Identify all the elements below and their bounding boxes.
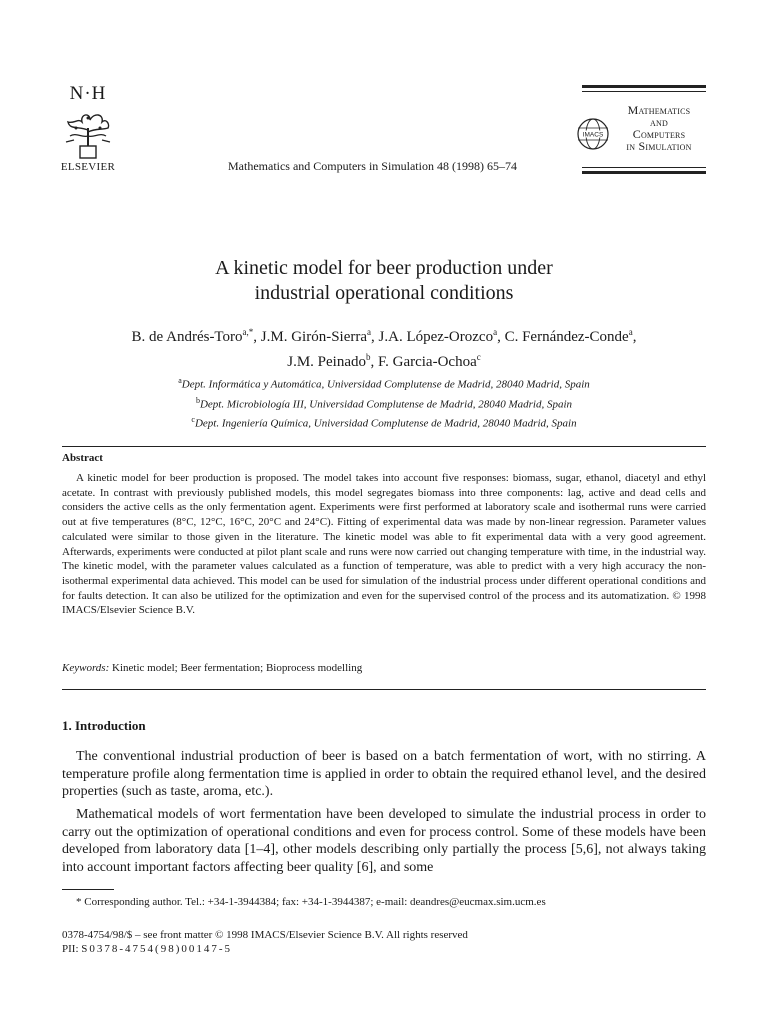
logo-rule: [582, 171, 706, 174]
footnote-text: Corresponding author. Tel.: +34-1-3944384; fax: +34-1-3944387; e-mail: deandres@eucmax.sim.ucm.es: [84, 896, 546, 908]
keywords: [62, 662, 362, 674]
affiliation-text: Dept. Ingeniería Química, Universidad Complutense de Madrid, 28040 Madrid, Spain: [194, 417, 577, 430]
affiliation-mark: a: [178, 376, 182, 385]
tree-emblem-icon: [60, 106, 116, 160]
affiliation: [0, 393, 768, 413]
keywords-text: Kinetic model; Beer fermentation; Bioprocess modelling: [112, 662, 363, 674]
journal-citation: Mathematics and Computers in Simulation 48 (1998) 65–74: [228, 159, 517, 173]
footnote-mark: *: [76, 896, 82, 908]
journal-logo-line: and: [650, 115, 668, 129]
abstract-heading: Abstract: [62, 452, 103, 464]
logo-rule: [582, 85, 706, 88]
paper-title: [0, 256, 768, 306]
author-name: J.A. López-Orozco: [378, 329, 494, 345]
author-name: B. de Andrés-Toro: [131, 329, 243, 345]
author-affiliation-mark: a: [628, 327, 633, 337]
pii-line: [62, 943, 232, 955]
author-name: J.M. Peinado: [287, 354, 366, 370]
title-line: industrial operational conditions: [254, 282, 514, 304]
author-name: F. Garcia-Ochoa: [377, 354, 477, 370]
author-line: B. de Andrés-Toro$^{a,*}$, J.M. Girón-Sierra$^a$, J.A. López-Orozco$^a$, C. Fernández-Conde$^a$,: [131, 327, 637, 345]
body-paragraph: Mathematical models of wort fermentation have been developed to simulate the industrial process in order to carry out the optimization of operational conditions and even for process control. Some of these models have been developed from laboratory data [1–4], other models describing only partially the process [5,6], not always taking into account important factors affecting beer quality [6], and some: [62, 807, 706, 875]
footnote: [62, 896, 546, 908]
author-name: C. Fernández-Conde: [504, 329, 629, 345]
imacs-text: IMACS: [582, 131, 604, 139]
journal-logo-line: Computers: [632, 127, 686, 141]
affiliation-mark: b: [195, 395, 200, 405]
affiliation-mark: c: [191, 415, 195, 425]
affiliation-text: Dept. Informática y Automática, Universidad Complutense de Madrid, 28040 Madrid, Spain: [181, 378, 590, 391]
abstract-body: A kinetic model for beer production is proposed. The model takes into account five responses: biomass, sugar, ethanol, diacetyl and ethyl acetate. In contrast with previously published models, this model segregates biomass into three components: lag, active and dead cells and considers the active cells as the only fermentation agent. Experiments were first performed at laboratory scale and isothermal runs were carried out at five temperatures (8°C, 12°C, 16°C, 20°C and 24°C). Fitting of experimental data was made by non-linear regression. Parameter values calculated were similar to those given in the literature. The kinetic model was able to fit experimental data with a very good agreement. Afterwards, experiments were conducted at pilot plant scale and runs were now carried out changing temperature with time, in the industrial way. The kinetic model, with the parameter values calculated as a function of temperature, was able to predict with a very high accuracy the non-isothermal experimental data achieved. This model can be used for simulation of the industrial process under different operational conditions and for faults detection. It can also be utilized for the optimization and even for the supervised control of the process and its automatization. © 1998 IMACS/Elsevier Science B.V.: [62, 472, 706, 617]
journal-logo-text: [612, 104, 706, 152]
publisher-name: ELSEVIER: [60, 161, 116, 173]
author-list: [0, 322, 768, 372]
body-paragraph: The conventional industrial production of beer is based on a batch fermentation of wort, with no stirring. A temperature profile along fermentation time is applied in order to obtain the required ethanol level, and the desired properties (such as taste, aroma, etc.).: [62, 749, 706, 799]
abstract-top-rule: [62, 446, 706, 447]
author-affiliation-mark: b: [365, 352, 371, 362]
author-affiliation-mark: a: [367, 327, 372, 337]
pii-value: S0378-4754(98)00147-5: [81, 943, 233, 955]
journal-logo: [582, 85, 710, 175]
title-line: A kinetic model for beer production under: [215, 257, 553, 279]
imacs-globe-icon: [574, 115, 612, 153]
section-heading: 1. Introduction: [62, 718, 146, 733]
footnote-rule: [62, 889, 114, 890]
author-affiliation-mark: a,*: [242, 327, 254, 337]
abstract-bottom-rule: [62, 689, 706, 690]
logo-rule: [582, 167, 706, 168]
keywords-label: Keywords:: [62, 662, 110, 674]
journal-logo-line: in Simulation: [626, 139, 692, 153]
publisher-mark: N·H: [69, 83, 107, 104]
journal-logo-line: Mathematics: [627, 103, 691, 117]
pii-label: PII:: [62, 943, 79, 955]
logo-rule: [582, 91, 706, 92]
author-line: J.M. Peinado$^b$, F. Garcia-Ochoa$^c$: [287, 352, 481, 370]
affiliation-list: [0, 373, 768, 432]
affiliation: [0, 412, 768, 432]
copyright-line: 0378-4754/98/$ – see front matter © 1998 IMACS/Elsevier Science B.V. All rights reserved: [62, 929, 468, 941]
affiliation-text: Dept. Microbiología III, Universidad Complutense de Madrid, 28040 Madrid, Spain: [199, 398, 573, 411]
publisher-logo: [48, 84, 128, 173]
author-name: J.M. Girón-Sierra: [260, 329, 368, 345]
author-affiliation-mark: c: [476, 352, 481, 362]
affiliation: [0, 373, 768, 393]
author-affiliation-mark: a: [493, 327, 498, 337]
